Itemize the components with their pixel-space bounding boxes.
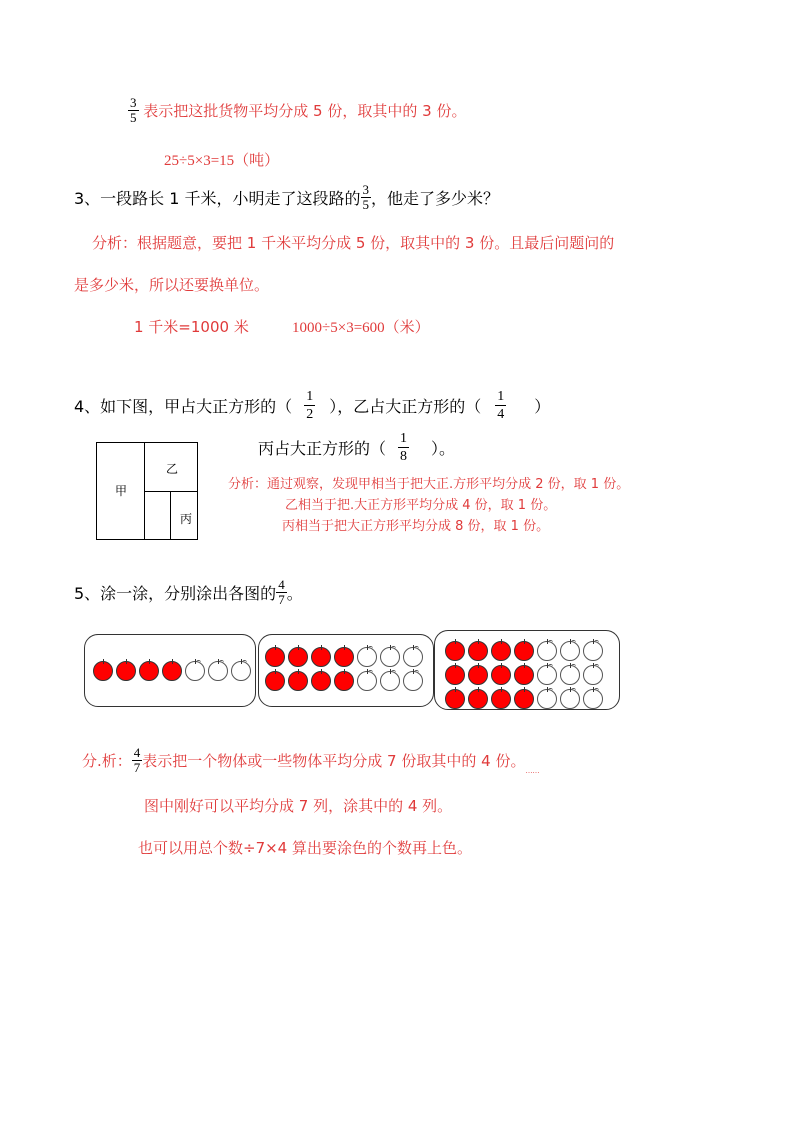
tray-2	[258, 634, 434, 707]
q4-fraction-bing: $\frac{1}{8}$	[400, 431, 408, 464]
filled-apple-circle[interactable]	[334, 647, 354, 667]
q3-fraction: $\frac{3}{5}$	[362, 182, 370, 212]
empty-apple-circle[interactable]	[208, 661, 228, 681]
q5-analysis-line2: 图中刚好可以平均分成 7 列，涂其中的 4 列。	[144, 797, 453, 815]
q4-fraction-yi: $\frac{1}{4}$	[497, 389, 505, 422]
empty-apple-circle[interactable]	[357, 647, 377, 667]
filled-apple-circle[interactable]	[311, 671, 331, 691]
filled-apple-circle[interactable]	[491, 641, 511, 661]
empty-apple-circle[interactable]	[560, 689, 580, 709]
empty-apple-circle[interactable]	[403, 671, 423, 691]
filled-apple-circle[interactable]	[93, 661, 113, 681]
filled-apple-circle[interactable]	[514, 641, 534, 661]
filled-apple-circle[interactable]	[265, 671, 285, 691]
intro-text: 表示把这批货物平均分成 5 份，取其中的 3 份。	[143, 102, 467, 120]
label-bing: 丙	[180, 512, 193, 526]
empty-apple-circle[interactable]	[357, 671, 377, 691]
empty-apple-circle[interactable]	[583, 665, 603, 685]
q3-question: 3、一段路长 1 千米，小明走了这段路的 $\frac{3}{5}$ ，他走了多少米？	[74, 182, 500, 212]
filled-apple-circle[interactable]	[334, 671, 354, 691]
empty-apple-circle[interactable]	[560, 665, 580, 685]
filled-apple-circle[interactable]	[445, 641, 465, 661]
intro-fraction: $\frac{3}{5}$	[130, 95, 137, 125]
intro-calc: 25÷5×3=15（吨）	[164, 153, 280, 169]
q5-analysis-fraction: $\frac{4}{7}$	[133, 745, 141, 775]
q5-fraction: $\frac{4}{7}$	[278, 577, 285, 607]
q4-line2: 丙占大正方形的（ $\frac{1}{8}$ ）。	[258, 431, 456, 464]
q3-analysis-line2: 是多少米，所以还要换单位。	[74, 276, 270, 294]
empty-apple-circle[interactable]	[583, 689, 603, 709]
empty-apple-circle[interactable]	[560, 641, 580, 661]
empty-apple-circle[interactable]	[231, 661, 251, 681]
q5-analysis-line3: 也可以用总个数÷7×4 算出要涂色的个数再上色。	[138, 839, 472, 857]
filled-apple-circle[interactable]	[162, 661, 182, 681]
filled-apple-circle[interactable]	[288, 671, 308, 691]
q3-analysis-line1: 分析：根据题意，要把 1 千米平均分成 5 份，取其中的 3 份。且最后问题问的	[92, 234, 615, 252]
q4-analysis2: 乙相当于把.大正方形平均分成 4 份，取 1 份。	[285, 498, 557, 513]
filled-apple-circle[interactable]	[468, 665, 488, 685]
tray-3	[434, 630, 620, 710]
divider-small	[170, 491, 171, 540]
empty-apple-circle[interactable]	[403, 647, 423, 667]
empty-apple-circle[interactable]	[537, 689, 557, 709]
empty-apple-circle[interactable]	[380, 671, 400, 691]
filled-apple-circle[interactable]	[468, 641, 488, 661]
filled-apple-circle[interactable]	[491, 689, 511, 709]
filled-apple-circle[interactable]	[491, 665, 511, 685]
filled-apple-circle[interactable]	[265, 647, 285, 667]
q4-fraction-jia: $\frac{1}{2}$	[306, 389, 314, 422]
empty-apple-circle[interactable]	[537, 665, 557, 685]
q3-calc2: 1000÷5×3=600（米）	[292, 320, 430, 336]
filled-apple-circle[interactable]	[445, 689, 465, 709]
filled-apple-circle[interactable]	[468, 689, 488, 709]
filled-apple-circle[interactable]	[116, 661, 136, 681]
q4-analysis1: 分析：通过观察，发现甲相当于把大正.方形平均分成 2 份，取 1 份。	[228, 477, 630, 492]
filled-apple-circle[interactable]	[445, 665, 465, 685]
q5-question: 5、涂一涂，分别涂出各图的 $\frac{4}{7}$ 。	[74, 577, 303, 607]
empty-apple-circle[interactable]	[583, 641, 603, 661]
q3-calc1: 1 千米=1000 米	[134, 318, 249, 336]
q4-line1: 4、如下图，甲占大正方形的（ $\frac{1}{2}$ ），乙占大正方形的（ $\frac{1}{4}$ ）	[74, 389, 551, 422]
filled-apple-circle[interactable]	[139, 661, 159, 681]
q5-analysis-line1: 分.析： $\frac{4}{7}$ 表示把一个物体或一些物体平均分成 7 份取其中的 4 份。……	[82, 745, 540, 775]
empty-apple-circle[interactable]	[380, 647, 400, 667]
filled-apple-circle[interactable]	[288, 647, 308, 667]
empty-apple-circle[interactable]	[185, 661, 205, 681]
q4-analysis3: 丙相当于把大正方形平均分成 8 份，取 1 份。	[282, 519, 550, 534]
empty-apple-circle[interactable]	[537, 641, 557, 661]
intro-line	[128, 96, 466, 125]
filled-apple-circle[interactable]	[514, 665, 534, 685]
divider-horizontal	[144, 491, 198, 492]
filled-apple-circle[interactable]	[311, 647, 331, 667]
filled-apple-circle[interactable]	[514, 689, 534, 709]
label-yi: 乙	[166, 462, 179, 476]
tray-1	[84, 634, 256, 707]
label-jia: 甲	[115, 484, 128, 498]
